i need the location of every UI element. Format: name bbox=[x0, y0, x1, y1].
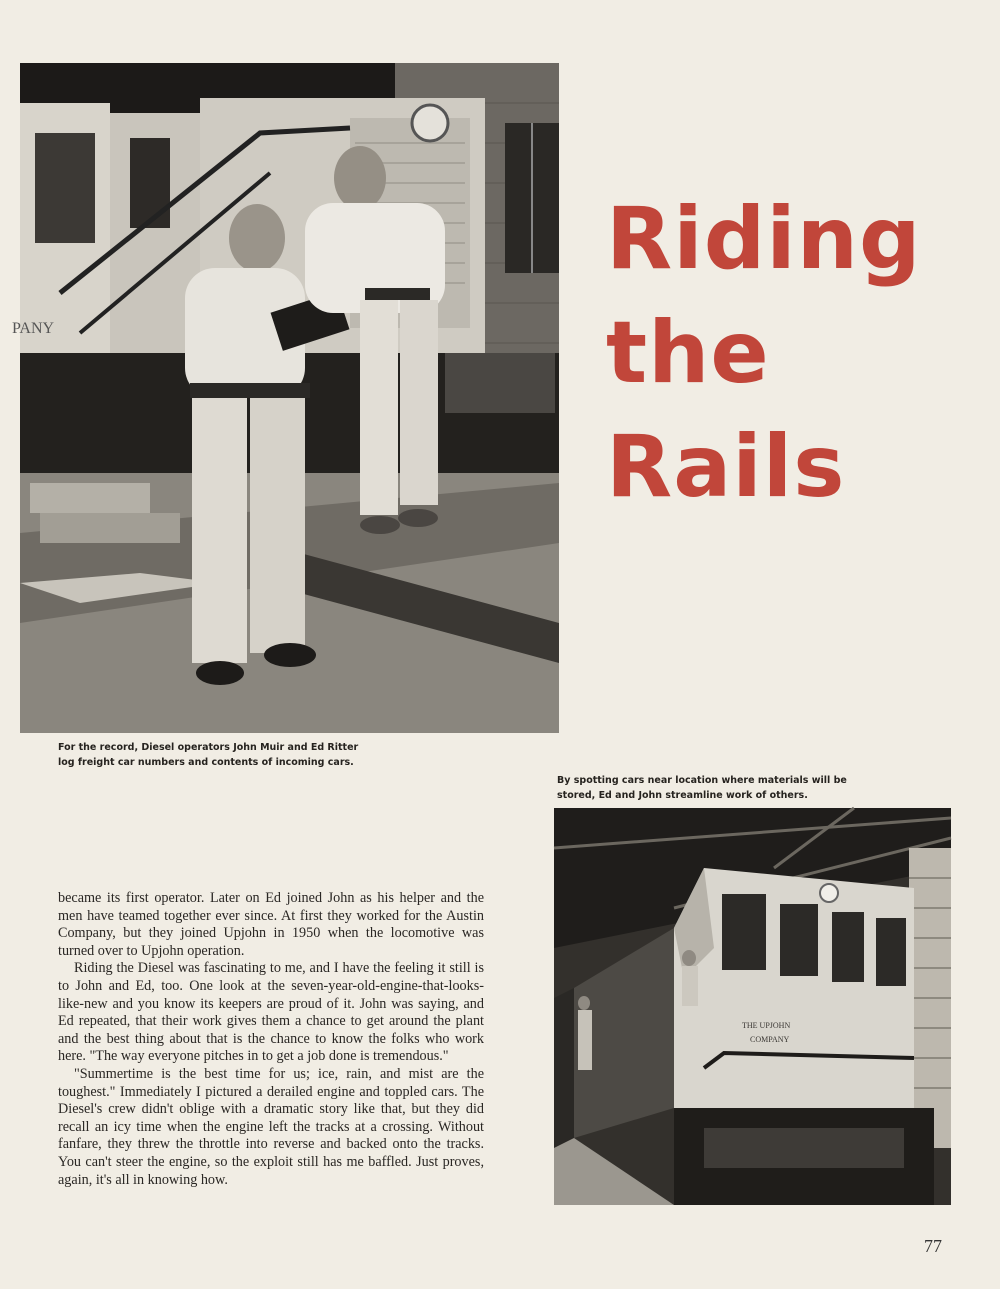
photo-top-caption: For the record, Diesel operators John Muir and Ed Ritter log freight car numbers and contents of incoming cars. bbox=[58, 742, 359, 768]
page-number: 77 bbox=[924, 1236, 942, 1256]
article-body bbox=[58, 890, 484, 1189]
photo-locomotive-shed bbox=[554, 808, 951, 1205]
body-paragraph: became its first operator. Later on Ed joined John as his helper and the men have teamed together ever since. At first they worked for the Austin Company, but they joined Upjohn in 1950 when the locomotive was turned over to Upjohn operation. bbox=[58, 890, 484, 959]
headline-line-2: the bbox=[606, 303, 770, 403]
headline-line-3: Rails bbox=[606, 417, 846, 517]
photo-diesel-operators bbox=[12, 63, 559, 733]
cab-lettering-line-1: THE UPJOHN bbox=[742, 1021, 791, 1030]
page-headline bbox=[606, 182, 986, 524]
locomotive-side-lettering: PANY bbox=[12, 320, 55, 337]
cab-lettering-line-2: COMPANY bbox=[750, 1035, 790, 1044]
body-paragraph: Riding the Diesel was fascinating to me, and I have the feeling it still is to John and Ed, too. One look at the seven-year-old-engine-that-looks-like-new and you know its keepers are proud of it. John was saying, and Ed repeated, that their work gives them a chance to get around the plant and the best thing about that is the chance to know the folks who work here. "The way everyone pitches in to get a job done is tremendous." bbox=[58, 960, 484, 1065]
headline-line-1: Riding bbox=[606, 189, 922, 289]
photo-bottom-caption: By spotting cars near location where materials will be stored, Ed and John streamline work of others. bbox=[557, 775, 847, 801]
body-paragraph: "Summertime is the best time for us; ice, rain, and mist are the toughest." Immediately I pictured a derailed engine and toppled cars. The Diesel's crew didn't oblige with a dramatic story like that, but they did recall an icy time when the engine left the tracks at a crossing. Without fanfare, they threw the throttle into reverse and backed onto the tracks. You can't steer the engine, so the exploit still has me baffled. Just proves, again, it's all in knowing how. bbox=[58, 1065, 484, 1188]
